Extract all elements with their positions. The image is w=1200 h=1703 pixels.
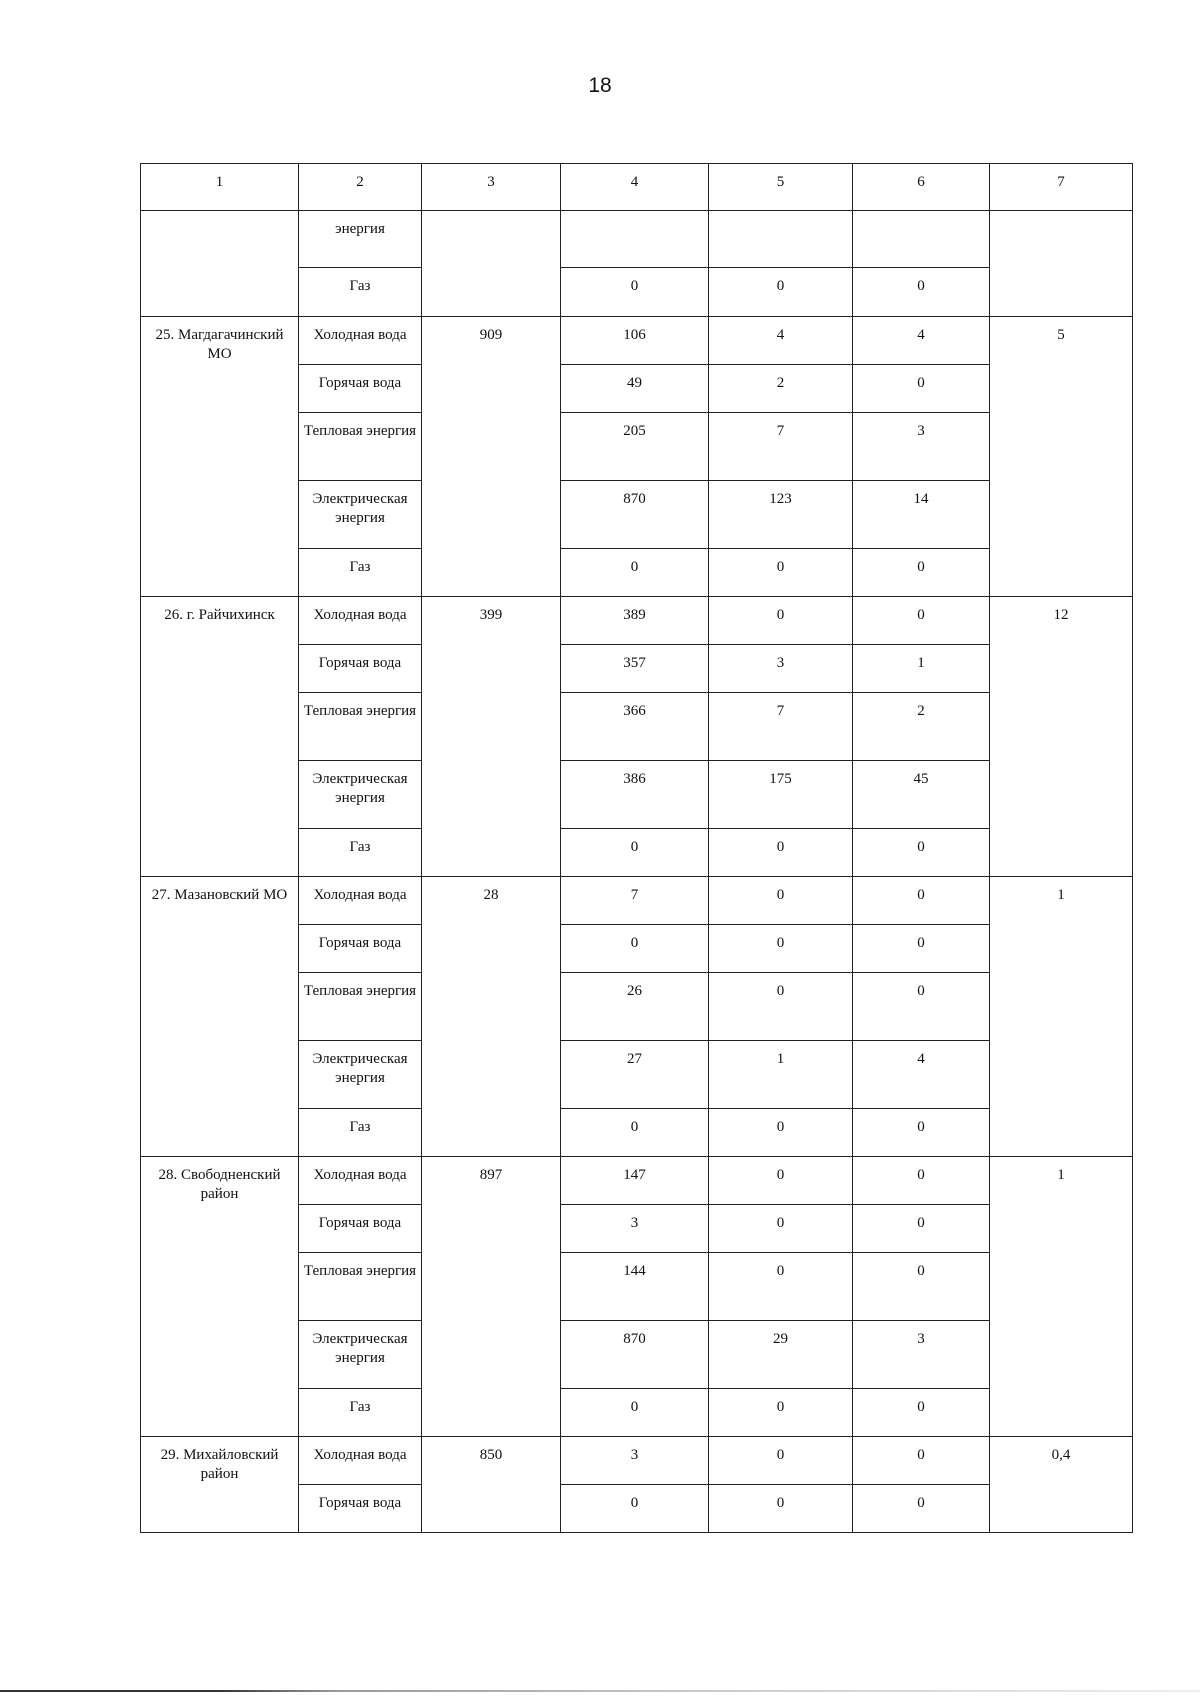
utility-type: Газ [299,1389,422,1437]
table-row [141,1437,1133,1485]
utility-type: Тепловая энергия [299,973,422,1041]
col5-value: 0 [709,1205,853,1253]
col5-value: 175 [709,761,853,829]
utility-type: Холодная вода [299,597,422,645]
region-cell-continued [141,211,299,317]
col6-value: 0 [853,829,990,877]
region-name: 25. Магдагачинский МО [141,317,299,597]
col4-value: 389 [561,597,709,645]
col6-value: 0 [853,925,990,973]
col6-value: 3 [853,1321,990,1389]
col6-value: 2 [853,693,990,761]
col5-value: 29 [709,1321,853,1389]
scan-edge-line [0,1690,1200,1692]
utility-type: Холодная вода [299,317,422,365]
column-header-6: 6 [853,164,990,211]
col5-value: 7 [709,693,853,761]
col7-value: 12 [990,597,1133,877]
header-row [141,164,1133,211]
col5-value: 7 [709,413,853,481]
col5-value: 3 [709,645,853,693]
col5-value [709,211,853,268]
col3-value: 850 [422,1437,561,1533]
utility-type: Электрическая энергия [299,761,422,829]
col4-value: 386 [561,761,709,829]
col6-value: 1 [853,645,990,693]
utility-type: Горячая вода [299,1205,422,1253]
col6-value: 4 [853,317,990,365]
col5-value: 0 [709,1437,853,1485]
col4-value: 3 [561,1437,709,1485]
col6-value: 14 [853,481,990,549]
col4-value: 0 [561,829,709,877]
utility-type: Горячая вода [299,925,422,973]
utility-type: Тепловая энергия [299,1253,422,1321]
col5-value: 0 [709,549,853,597]
col4-value [561,211,709,268]
col4-value: 147 [561,1157,709,1205]
col4-value: 49 [561,365,709,413]
column-header-5: 5 [709,164,853,211]
col5-value: 0 [709,1485,853,1533]
col6-value: 0 [853,597,990,645]
col3-value: 909 [422,317,561,597]
col4-value: 27 [561,1041,709,1109]
col6-value: 0 [853,1437,990,1485]
col5-value: 0 [709,925,853,973]
col5-value: 4 [709,317,853,365]
utility-type: Электрическая энергия [299,481,422,549]
utility-type: Газ [299,268,422,317]
col6-value: 45 [853,761,990,829]
col6-value: 0 [853,1389,990,1437]
page-number: 18 [588,74,612,97]
utility-type: Горячая вода [299,645,422,693]
col3-value: 28 [422,877,561,1157]
col4-value: 0 [561,1485,709,1533]
col5-value: 0 [709,597,853,645]
table-row [141,597,1133,645]
col6-value [853,211,990,268]
col4-value: 0 [561,925,709,973]
column-header-3: 3 [422,164,561,211]
utility-type: Холодная вода [299,1157,422,1205]
col3-value: 897 [422,1157,561,1437]
table-row [141,211,1133,268]
col4-value: 144 [561,1253,709,1321]
col6-value: 0 [853,1253,990,1321]
col5-value: 0 [709,1157,853,1205]
utility-type: Электрическая энергия [299,1041,422,1109]
col4-value: 0 [561,1389,709,1437]
col5-value: 0 [709,1389,853,1437]
region-name: 26. г. Райчихинск [141,597,299,877]
col6-value: 0 [853,1205,990,1253]
col3-value: 399 [422,597,561,877]
utility-type: Горячая вода [299,365,422,413]
col4-value: 870 [561,481,709,549]
utility-type: Газ [299,1109,422,1157]
col5-value: 0 [709,1109,853,1157]
col4-value: 0 [561,1109,709,1157]
col6-value: 0 [853,973,990,1041]
table-row [141,877,1133,925]
col6-value: 0 [853,268,990,317]
col5-value: 0 [709,268,853,317]
utility-type: Электрическая энергия [299,1321,422,1389]
col6-value: 0 [853,1485,990,1533]
col4-value: 0 [561,268,709,317]
utility-type: Холодная вода [299,1437,422,1485]
region-name: 29. Михайловский район [141,1437,299,1533]
col4-value: 870 [561,1321,709,1389]
col3-cell-continued [422,211,561,317]
utility-table [140,163,1133,1533]
utility-type: Газ [299,549,422,597]
col5-value: 0 [709,973,853,1041]
table-row [141,1157,1133,1205]
utility-type: Тепловая энергия [299,413,422,481]
col4-value: 366 [561,693,709,761]
col4-value: 106 [561,317,709,365]
region-name: 28. Свободненский район [141,1157,299,1437]
region-name: 27. Мазановский МО [141,877,299,1157]
column-header-7: 7 [990,164,1133,211]
col4-value: 26 [561,973,709,1041]
utility-type: Холодная вода [299,877,422,925]
col6-value: 0 [853,549,990,597]
col6-value: 0 [853,1157,990,1205]
col4-value: 205 [561,413,709,481]
col7-cell-continued [990,211,1133,317]
utility-type: Горячая вода [299,1485,422,1533]
col4-value: 357 [561,645,709,693]
utility-type: энергия [299,211,422,268]
col5-value: 2 [709,365,853,413]
col5-value: 0 [709,877,853,925]
col4-value: 7 [561,877,709,925]
col7-value: 1 [990,1157,1133,1437]
col7-value: 0,4 [990,1437,1133,1533]
column-header-1: 1 [141,164,299,211]
col7-value: 5 [990,317,1133,597]
table-row [141,317,1133,365]
col6-value: 0 [853,365,990,413]
utility-type: Тепловая энергия [299,693,422,761]
col5-value: 1 [709,1041,853,1109]
col5-value: 0 [709,829,853,877]
column-header-2: 2 [299,164,422,211]
col7-value: 1 [990,877,1133,1157]
col4-value: 0 [561,549,709,597]
col6-value: 4 [853,1041,990,1109]
col5-value: 0 [709,1253,853,1321]
col5-value: 123 [709,481,853,549]
col6-value: 0 [853,877,990,925]
col4-value: 3 [561,1205,709,1253]
col6-value: 3 [853,413,990,481]
col6-value: 0 [853,1109,990,1157]
utility-type: Газ [299,829,422,877]
column-header-4: 4 [561,164,709,211]
